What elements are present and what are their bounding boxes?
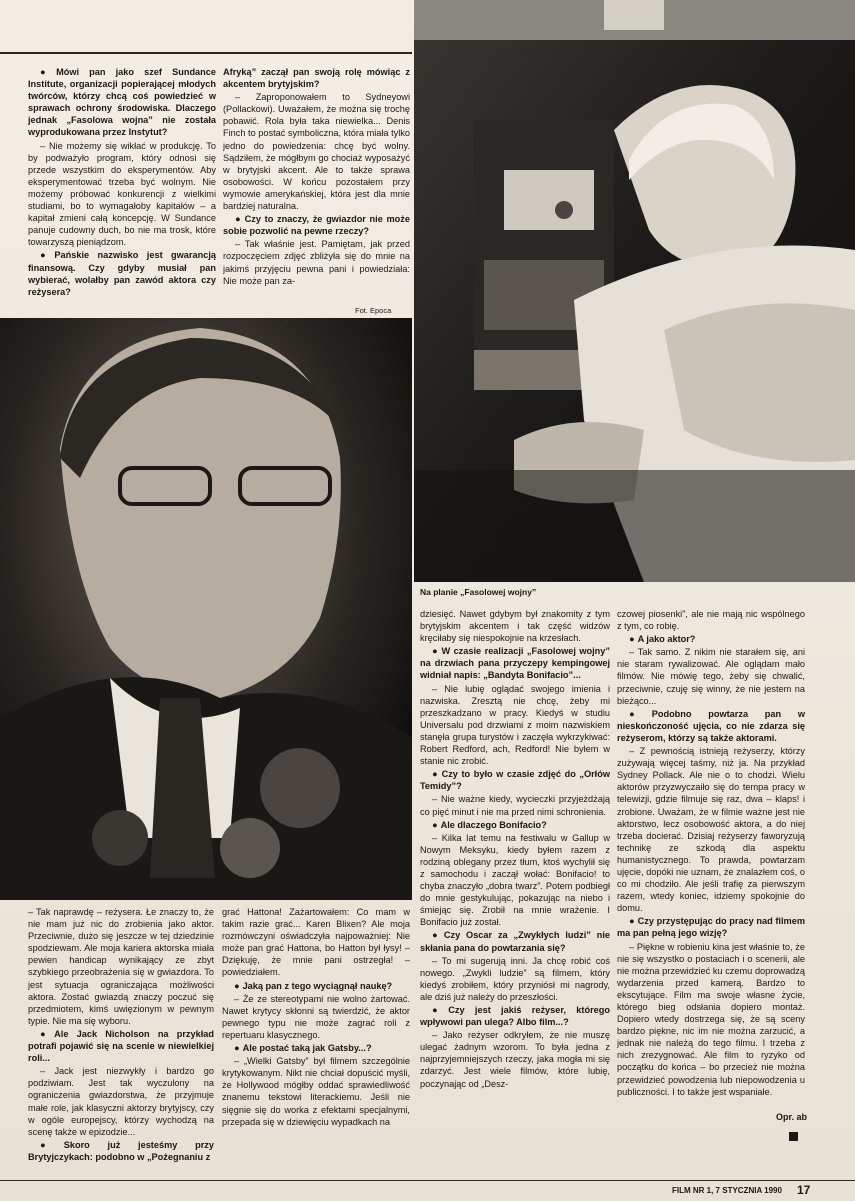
interview-answer	[28, 906, 214, 1027]
text-column-2	[223, 66, 410, 306]
bullet-icon: ●	[40, 1139, 61, 1150]
paragraph-text: – Tak naprawdę – reżysera. Łe znaczy to, że nie mam już nic do zrobienia jako aktor. Przeciwnie, dużo się jeszcze w tej dziedzinie spodziewam. Ale moja kariera aktorska miała pewien handicap wynikający ze zbyt szybkiego przeobrażenia się w gwiazdora. To jest sytuacja ograniczająca możliwości aktora. Zostać gwiazdą znaczy poczuć się przedmiotem, kimś uwięzionym w pewnym typie. Nie ma się wyboru.	[28, 907, 214, 1026]
interview-question	[28, 249, 216, 297]
paragraph-text: – Jako reżyser odkryłem, że nie muszę ulegać żadnym wzorom. To była jedna z najprzyjemniejszych rzeczy, jaka mogła mi się zdarzyć. Jest wiele filmów, które lubię, poczynając od „Desz-	[420, 1030, 610, 1089]
bullet-icon: ●	[432, 819, 438, 830]
end-mark	[789, 1132, 798, 1141]
interview-answer	[420, 955, 610, 1003]
paragraph-text: Ale postać taką jak Gatsby...?	[242, 1043, 372, 1054]
paragraph-text: Czy to znaczy, że gwiazdor nie może sobie pozwolić na pewne rzeczy?	[223, 214, 410, 237]
interview-answer	[617, 941, 805, 1098]
paragraph-text: Mówi pan jako szef Sundance Institute, organizacji popierającej młodych twórców, którzy chcą coś powiedzieć w sprawach ochrony środowiska. Dlaczego jednak „Fasolowa wojna” nie została wyprodukowana przez Instytut?	[28, 67, 216, 138]
interview-question	[28, 66, 216, 139]
interview-question	[223, 66, 410, 90]
interview-question	[222, 980, 410, 992]
bullet-icon: ●	[629, 634, 635, 645]
interview-answer	[222, 1055, 410, 1128]
paragraph-text: A jako aktor?	[637, 634, 696, 645]
interview-question	[222, 1042, 410, 1054]
footer-rule	[0, 1180, 855, 1181]
paragraph-text: Podobno powtarza pan w nieskończoność ujęcia, co nie zdarza się reżyserom, którzy są także aktorami.	[617, 708, 805, 743]
interview-answer	[420, 793, 610, 817]
interview-answer	[617, 608, 805, 632]
paragraph-text: Czy Oscar za „Zwykłych ludzi” nie skłania pana do powtarzania się?	[420, 930, 610, 953]
paragraph-text: – Zaproponowałem to Sydneyowi (Pollackowi). Uważałem, że można się trochę pobawić. Rola była taka niewielka... Denis Finch to postać symboliczna, która miała tylko jedno do powiedzenia: chcę być wolny. Sądziłem, że mógłbym go chociaż wyposażyć w brytyjski akcent. Ale to także sprawa osobowości. W końcu pozostałem przy wymowie amerykańskiej, która jest dla mnie bardziej naturalna.	[223, 92, 410, 212]
interview-answer	[28, 1065, 214, 1138]
interview-answer	[28, 140, 216, 249]
bullet-icon: ●	[629, 708, 649, 719]
author-signature: Opr. ab	[776, 1112, 808, 1122]
paragraph-text: Czy przystępując do pracy nad filmem ma pan pełną jego wizję?	[617, 916, 805, 939]
top-strip	[0, 0, 412, 54]
paragraph-text: Skoro już jesteśmy przy Brytyjczykach: podobno w „Pożegnaniu z	[28, 1139, 214, 1162]
paragraph-text: – Nie lubię oglądać swojego imienia i nazwiska. Zresztą nie chcę, żeby mi przeszkadzano w pracy. Kiedyś w studiu Universalu pod drzwiami z moim nazwiskiem stanęła grupa turystów i zaczęła wykrzykiwać: Robert Redford, ach, Redford! Nie byłem w stanie nic zrobić.	[420, 683, 610, 767]
paragraph-text: Jaką pan z tego wyciągnął naukę?	[242, 980, 393, 991]
paragraph-text: – Że ze stereotypami nie wolno żartować. Nawet krytycy skłonni są twierdzić, że aktor pewnego typu nie może zagrać roli z repertuaru klasycznego.	[222, 993, 410, 1040]
issue-footer: FILM NR 1, 7 STYCZNIA 1990	[672, 1186, 782, 1195]
interview-answer	[222, 906, 410, 979]
interview-question	[420, 645, 610, 681]
photo-credit: Fot. Epoca	[355, 306, 392, 315]
interview-answer	[420, 683, 610, 768]
interview-question	[420, 819, 610, 831]
paragraph-text: – Tak właśnie jest. Pamiętam, jak przed rozpoczęciem zdjęć zbliżyła się do mnie na jakimś przyjęciu pewna pani i powiedziała: Nie może pan za-	[223, 239, 410, 286]
paragraph-text: Czy to było w czasie zdjęć do „Orłów Temidy”?	[420, 769, 610, 792]
interview-answer	[222, 993, 410, 1041]
paragraph-text: Czy jest jakiś reżyser, którego wpływowi pan ulega? Albo film...?	[420, 1005, 610, 1028]
bullet-icon: ●	[234, 980, 240, 991]
interview-answer	[617, 745, 805, 914]
paragraph-text: Ale dlaczego Bonifacio?	[440, 819, 547, 830]
bullet-icon: ●	[235, 214, 242, 225]
paragraph-text: Ale Jack Nicholson na przykład potrafi pojawić się na scenie w niewielkiej roli...	[28, 1028, 214, 1064]
paragraph-text: – Jack jest niezwykły i bardzo go podziwiam. Jest tak wyczulony na ograniczenia gwiazdorstwa, że przyjmuje małe role, jak klasyczni aktorzy brytyjscy, czy w ogóle europejscy, którzy wychodzą na scenę także w epizodzie...	[28, 1066, 214, 1137]
portrait-photo	[0, 318, 412, 900]
text-column-3	[28, 906, 214, 1176]
paragraph-text: Pańskie nazwisko jest gwarancją finansową. Czy gdyby musiał pan wybierać, wolałby pan zawód aktora czy reżysera?	[28, 250, 216, 297]
paragraph-text: – „Wielki Gatsby” był filmem szczególnie krytykowanym. Nikt nie chciał dopuścić myśli, że Hollywood mógłby oddać sprawiedliwość znanemu tekstowi literackiemu. Jeśli nie sięgnie się do worka z efektami specjalnymi, przepada się w dziewięciu wypadkach na	[222, 1056, 410, 1127]
bullet-icon: ●	[40, 1028, 52, 1039]
text-column-1	[28, 66, 216, 306]
paragraph-text: dziesięć. Nawet gdybym był znakomity z tym brytyjskim akcentem i tak część widzów kręciłaby się niespokojnie na krzesłach.	[420, 609, 610, 644]
photo-caption: Na planie „Fasolowej wojny”	[420, 587, 537, 597]
interview-answer	[617, 646, 805, 706]
on-set-photo	[414, 0, 855, 582]
interview-answer	[223, 91, 410, 212]
interview-question	[617, 633, 805, 645]
bullet-icon: ●	[40, 250, 52, 261]
bullet-icon: ●	[432, 769, 439, 780]
interview-answer	[223, 238, 410, 286]
paragraph-text: – Nie ważne kiedy, wycieczki przyjeżdżają co pięć minut i nie ma przed nimi schronienia.	[420, 794, 610, 817]
paragraph-text: W czasie realizacji „Fasolowej wojny” na drzwiach pana przyczepy kempingowej widniał napis: „Bandyta Bonifacio”...	[420, 646, 610, 681]
bullet-icon: ●	[40, 67, 54, 77]
interview-question	[420, 768, 610, 792]
paragraph-text: – Nie możemy się wikłać w produkcję. To by podważyło program, który odnosi się przede wszystkim do eksperymentów. Aby eksperymentować trzeba być wolnym. Nie możemy próbować konkurencji z wielkimi studiami, bo to wymagałoby kapitałów – a kapitał zmieni całą koncepcję. W Sundance panuje cudowny duch, bo nie ma trosk, które towarzyszą pieniądzom.	[28, 140, 216, 248]
interview-question	[420, 929, 610, 953]
bullet-icon: ●	[234, 1043, 240, 1054]
interview-question	[617, 708, 805, 744]
page-number: 17	[797, 1183, 811, 1197]
text-column-6	[617, 608, 805, 1108]
bullet-icon: ●	[432, 930, 441, 941]
paragraph-text: – Kilka lat temu na festiwalu w Gallup w Nowym Meksyku, kiedy byłem razem z rodziną oblegany przez tłum, ktoś wychylił się z samochodu i zaczął wołać: Bonifacio! to chyba znaczyło „dobra twarz”. Potem podbiegł do mnie gestykulując, pokazując na niebo i śmiejąc się. Zrobił na mnie wrażenie. I Bonifacio już został.	[420, 832, 610, 928]
interview-answer	[420, 832, 610, 929]
paragraph-text: czowej piosenki”, ale nie mają nic wspólnego z tym, co robię.	[617, 609, 805, 632]
bullet-icon: ●	[432, 646, 439, 657]
paragraph-text: grać Hattona! Zażartowałem: Co mam w takim razie grać... Karen Blixen? Ale moja rozmówczyni oświadczyła najpoważniej: Nie może pan grać Hattona, bo Hatton był łysy! – Dziękuję, że mnie pani ostrzegła! – powiedziałem.	[222, 907, 410, 978]
bullet-icon: ●	[629, 916, 635, 927]
text-column-4	[222, 906, 410, 1176]
interview-question	[223, 213, 410, 237]
paragraph-text: – Tak samo. Z nikim nie starałem się, ani nie staram rywalizować. Ale oglądam mało filmów. Nie mówię tego, żeby się chwalić, przeciwnie, czuję się winny, że nie jestem na bieżąco...	[617, 647, 805, 706]
paragraph-text: – To mi sugerują inni. Ja chcę robić coś nowego. „Zwykli ludzie” są filmem, który kiedyś zrobiłem, który przyniósł mi nagrody, ale dziś już należy do przeszłości.	[420, 955, 610, 1002]
interview-question	[28, 1028, 214, 1064]
interview-answer	[420, 1029, 610, 1089]
interview-answer	[420, 608, 610, 644]
text-column-5	[420, 608, 610, 1178]
interview-question	[28, 1139, 214, 1163]
paragraph-text: – Piękne w robieniu kina jest właśnie to, że nie się wszystko o postaciach i o scenerii, ale nie można przewidzieć ku czemu doprowadzą wydarzenia przed kamerą. Bardzo to ekscytujące. Film ma swoje własne życie, którego bieg odsłania dopiero montaż. Dopiero wtedy dostrzega się, że są sceny bardzo piękne, nic im nie można zarzucić, a jednak nie należą do tego filmu. I trzeba z nich zrezygnować. Ale film to ryzyko od początku do końca – bo przecież nie można przewidzieć powodzenia lub niepowodzenia u publiczności. I to także jest wspaniałe.	[617, 941, 805, 1097]
interview-question	[420, 1004, 610, 1028]
paragraph-text: – Z pewnością istnieją reżyserzy, którzy zużywają więcej taśmy, niż ja. Na przykład Sydney Pollack. Ale nie o to chodzi. Wielu aktorów przyzwyczaiło się do tempa pracy w telewizji, gdzie filmuje się raz, dwa – klaps! i zrobione. Uważam, że w filmie ważne jest nie aktorstwo, lecz osobowość aktora, a do niej trzeba docierać. Dzisiaj reżyserzy faworyzują technikę ze szkodą dla aspektu humanistycznego. To prawda, powtarzam ujęcie, dopóki nie uznam, że znalazłem coś, o co mi chodziło. Ale jeśli trafię za pierwszym razem, wtedy koniec, idziemy spokojnie do domu.	[617, 746, 805, 914]
paragraph-text: Afryką” zaczął pan swoją rolę mówiąc z akcentem brytyjskim?	[223, 67, 410, 90]
bullet-icon: ●	[432, 1005, 446, 1015]
interview-question	[617, 915, 805, 939]
